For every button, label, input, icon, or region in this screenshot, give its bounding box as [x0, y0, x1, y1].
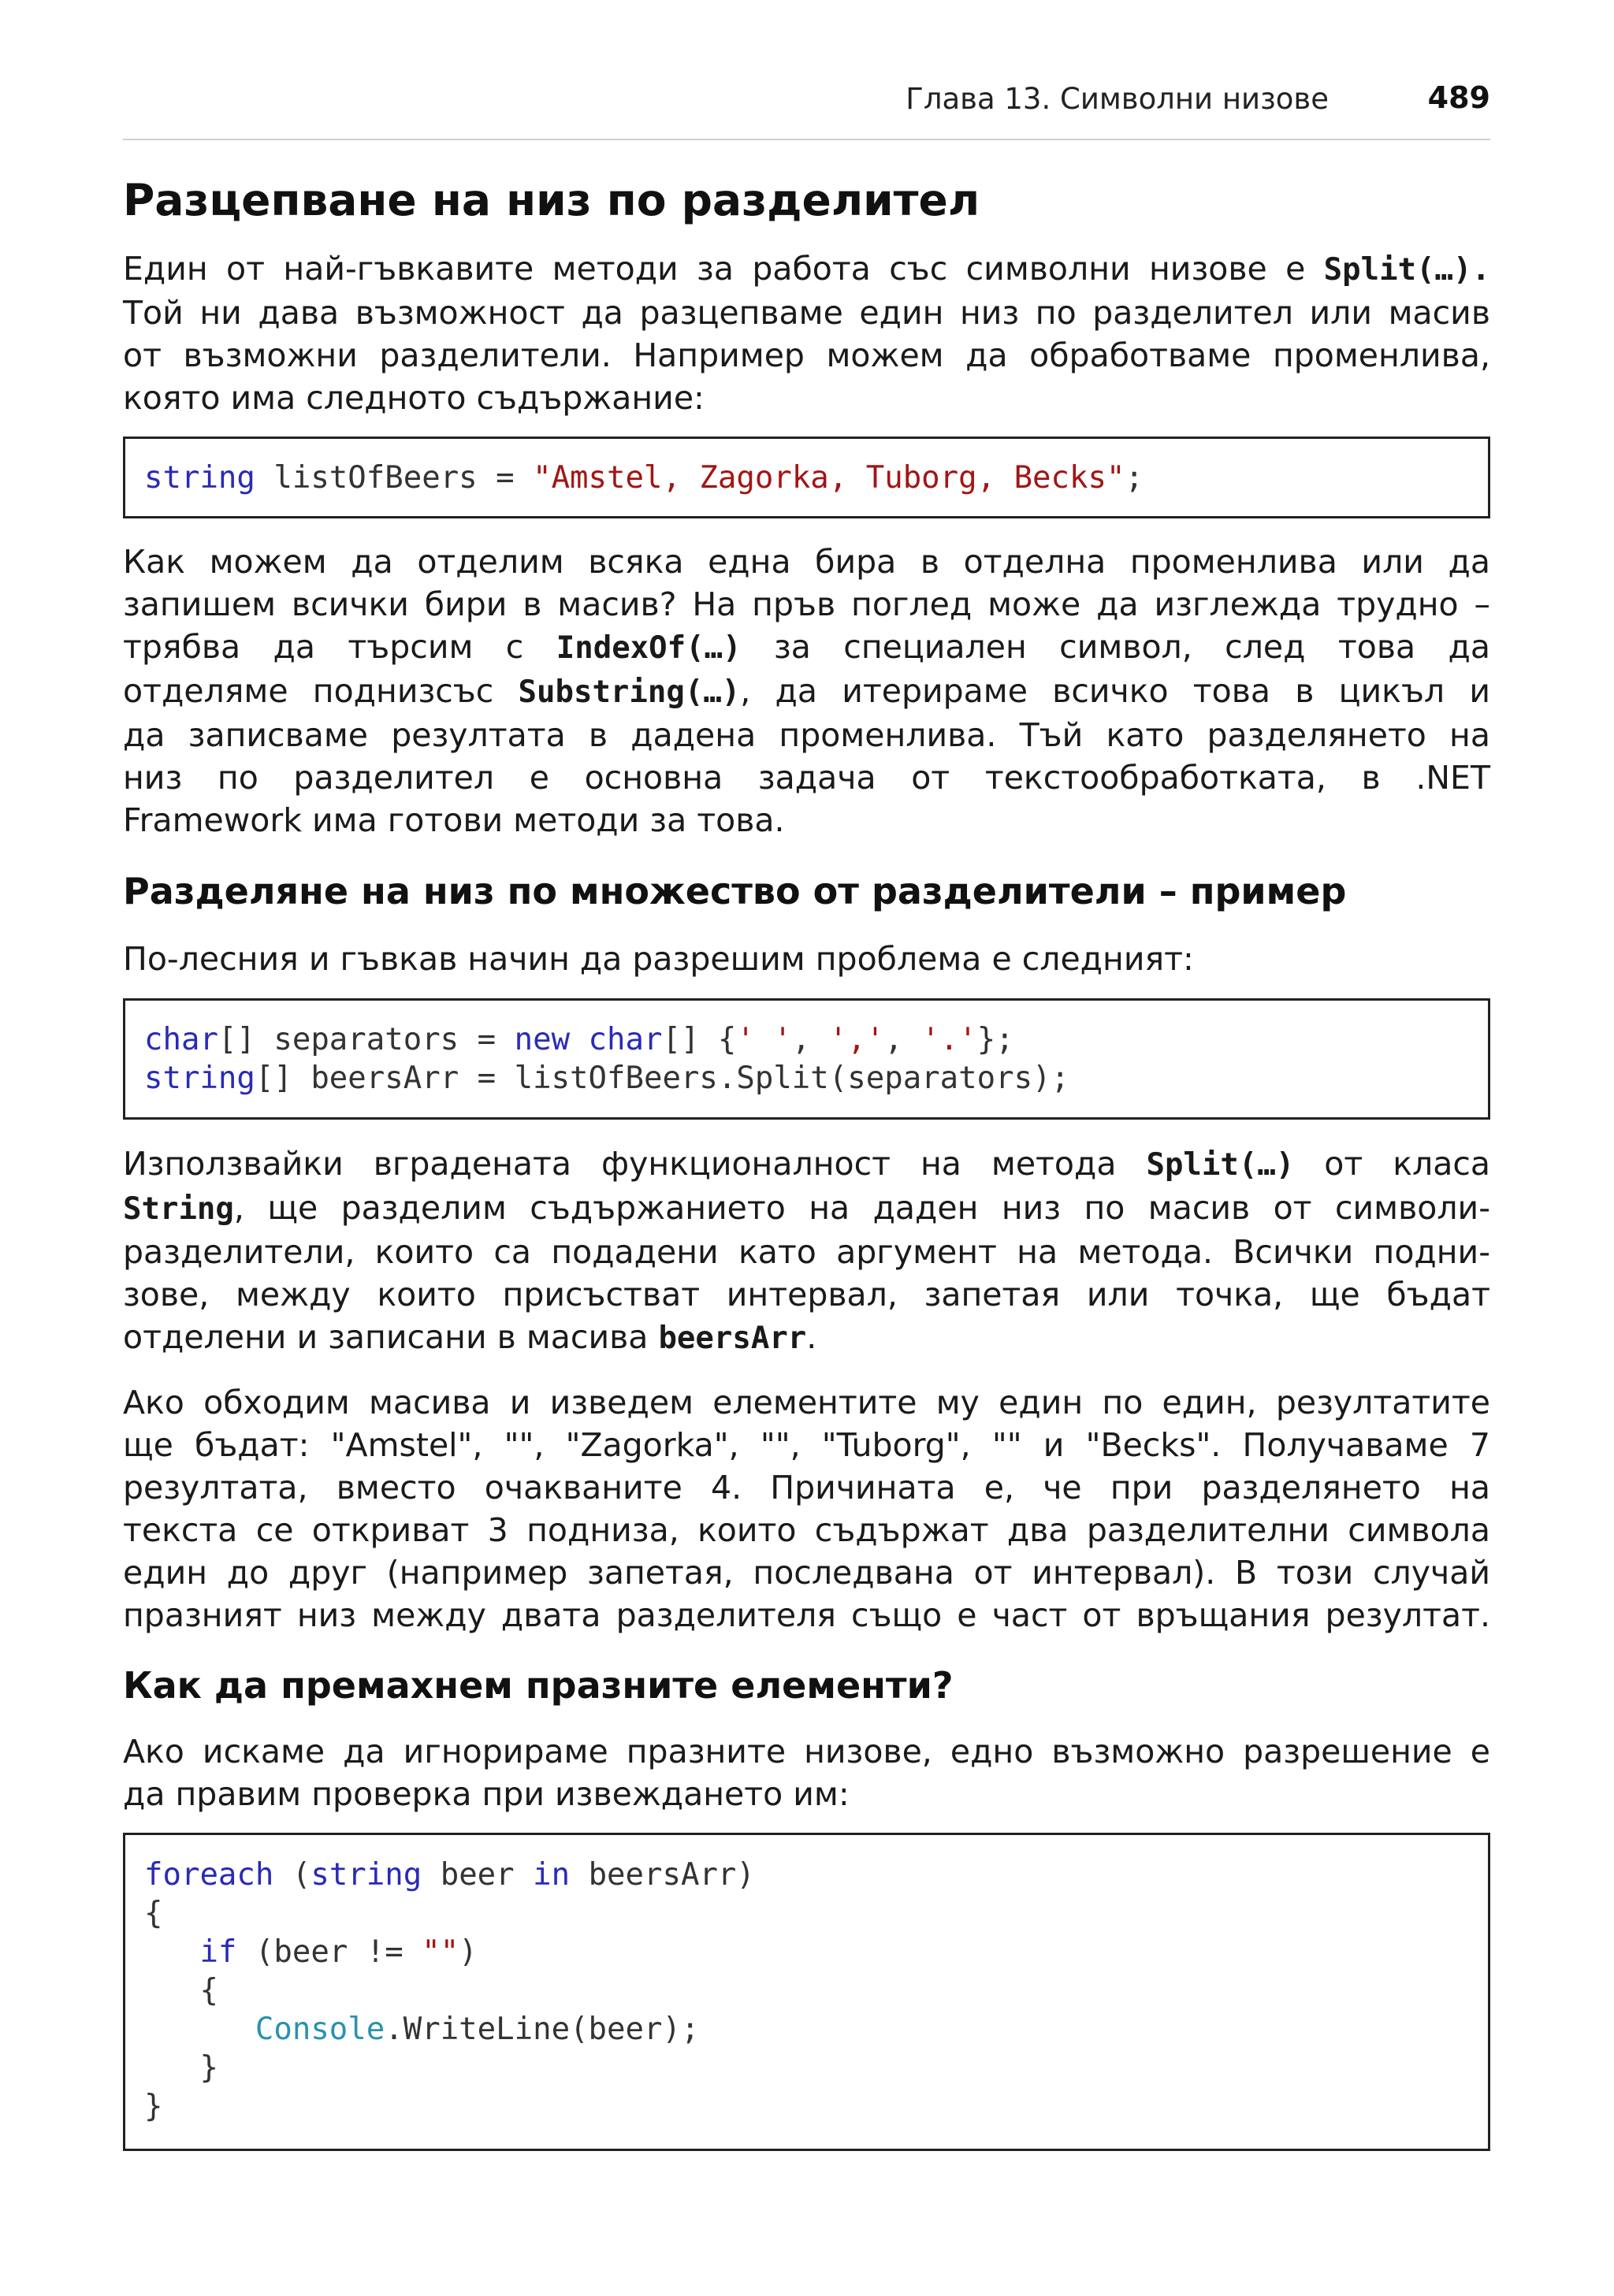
code-line: string listOfBeers = "Amstel, Zagorka, Tuborg, Becks";: [144, 460, 1144, 496]
inline-code: beersArr: [658, 1321, 807, 1356]
text-line: отделени и записани в масива beersArr.: [123, 1318, 817, 1356]
text-line: да правим проверка при извеждането им:: [123, 1775, 850, 1813]
chapter-title: Глава 13. Символни низове: [906, 82, 1329, 116]
text-line: един до друг (например запетая, последвана от интервал). В този случай: [123, 1554, 1490, 1592]
inline-code: Substring(…): [518, 674, 741, 710]
text-line: Как можем да отделим всяка една бира в отделна променлива или да: [123, 543, 1490, 581]
inline-code: String: [123, 1191, 234, 1227]
text-line: запишем всички бири в масив? На пръв поглед може да изглежда трудно –: [123, 585, 1490, 623]
text-line: зове, между които присъстват интервал, запетая или точка, ще бъдат: [123, 1276, 1490, 1313]
text-line: празният низ между двата разделителя също е част от връщания резултат.: [123, 1596, 1490, 1634]
code-block-3: [123, 1833, 1490, 2151]
inline-code: Split(…).: [1323, 252, 1490, 288]
text-line: Той ни дава възможност да разцепваме един низ по разделител или масив: [123, 294, 1490, 332]
text-line: низ по разделител е основна задача от текстообработката, в .NET: [123, 759, 1490, 797]
text-line: Използвайки вградената функционалност на метода Split(…) от класа: [123, 1145, 1490, 1183]
section-title-remove-empty: Как да премахнем празните елементи?: [123, 1664, 954, 1707]
text-line: String, ще разделим съдържанието на даден низ по масив от символи-: [123, 1189, 1490, 1227]
running-head: [123, 82, 1490, 121]
text-line: резултата, вместо очакваните 4. Причината е, че при разделянето на: [123, 1469, 1490, 1507]
text-line: По-лесния и гъвкав начин да разрешим проблема е следният:: [123, 940, 1194, 978]
code-lines: char[] separators = new char[] {' ', ',', '.'}; string[] beersArr = listOfBeers.Split(separators);: [144, 1022, 1070, 1096]
text-line: от възможни разделители. Например можем да обработваме променлива,: [123, 336, 1490, 374]
code-lines: foreach (string beer in beersArr) { if (beer != "") { Console.WriteLine(beer); } }: [144, 1857, 755, 2124]
code-block-1: [123, 437, 1490, 518]
text-line: която има следното съдържание:: [123, 379, 705, 417]
text-line: трябва да търсим с IndexOf(…) за специален символ, след това да: [123, 628, 1490, 666]
inline-code: IndexOf(…): [556, 630, 742, 666]
paragraph-results: [123, 1381, 1490, 1637]
paragraph-ignore-empty: [123, 1730, 1490, 1815]
text-line: разделители, които са подадени като аргумент на метода. Всички подни-: [123, 1233, 1490, 1271]
code-block-2: [123, 998, 1490, 1120]
text-line: Един от най-гъвкавите методи за работа със символни низове е Split(…).: [123, 250, 1490, 288]
text-line: текста се откриват 3 подниза, които съдържат два разделителни символа: [123, 1511, 1490, 1549]
section-title-split: Разцепване на низ по разделител: [123, 175, 980, 225]
header-divider: [123, 139, 1490, 140]
page-number: 489: [1427, 80, 1490, 115]
text-line: ще бъдат: "Amstel", "", "Zagorka", "", "Tuborg", "" и "Becks". Получаваме 7: [123, 1426, 1490, 1464]
text-line: Ако искаме да игнорираме празните низове, едно възможно разрешение е: [123, 1733, 1490, 1770]
text-line: Ако обходим масива и изведем елементите му един по един, резултатите: [123, 1384, 1490, 1421]
text-line: Framework има готови методи за това.: [123, 801, 785, 839]
paragraph-problem: [123, 541, 1490, 841]
paragraph-intro: [123, 247, 1490, 419]
text-line: да записваме резултата в дадена променлива. Тъй като разделянето на: [123, 716, 1490, 754]
text-line: отделяме поднизсъс Substring(…), да итерираме всичко това в цикъл и: [123, 672, 1490, 710]
inline-code: Split(…): [1146, 1147, 1295, 1183]
section-title-separators: Разделяне на низ по множество от разделители – пример: [123, 870, 1347, 912]
paragraph-split-explained: [123, 1142, 1490, 1360]
paragraph-solution-intro: [123, 938, 1490, 980]
